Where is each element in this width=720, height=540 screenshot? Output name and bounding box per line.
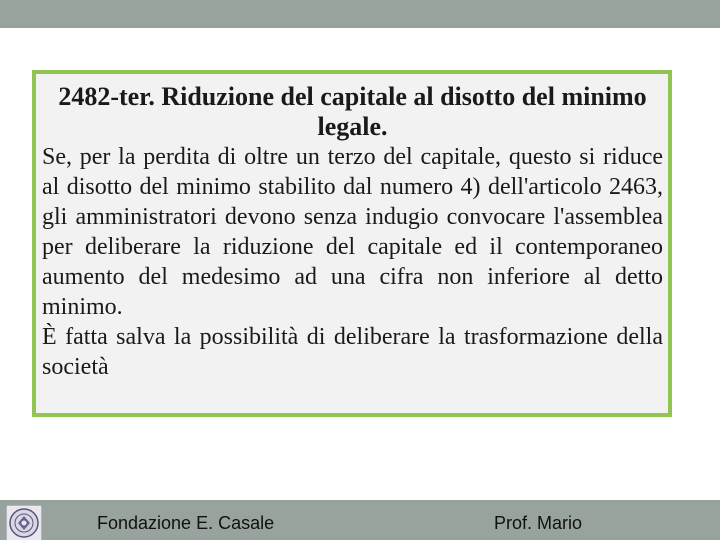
article-body (42, 142, 663, 382)
article-box (32, 70, 672, 417)
top-band (0, 0, 720, 28)
footer-bar (0, 500, 720, 540)
footer-foundation-name: Fondazione E. Casale (97, 513, 275, 533)
article-paragraph-1: Se, per la perdita di oltre un terzo del capitale, questo si riduce al disotto del minimo stabilito dal numero 4) dell'articolo 2463, gli amministratori devono senza indugio convocare l'assemblea per deliberare la riduzione del capitale ed il contemporaneo aumento del medesimo ad una cifra non inferiore al detto minimo. (42, 144, 663, 320)
article-title: 2482-ter. Riduzione del capitale al disotto del minimo legale. (58, 82, 647, 141)
footer-professor-name: Prof. Mario (494, 513, 583, 533)
foundation-seal-icon (6, 505, 42, 540)
article-paragraph-2: È fatta salva la possibilità di deliberare la trasformazione della società (42, 324, 663, 380)
